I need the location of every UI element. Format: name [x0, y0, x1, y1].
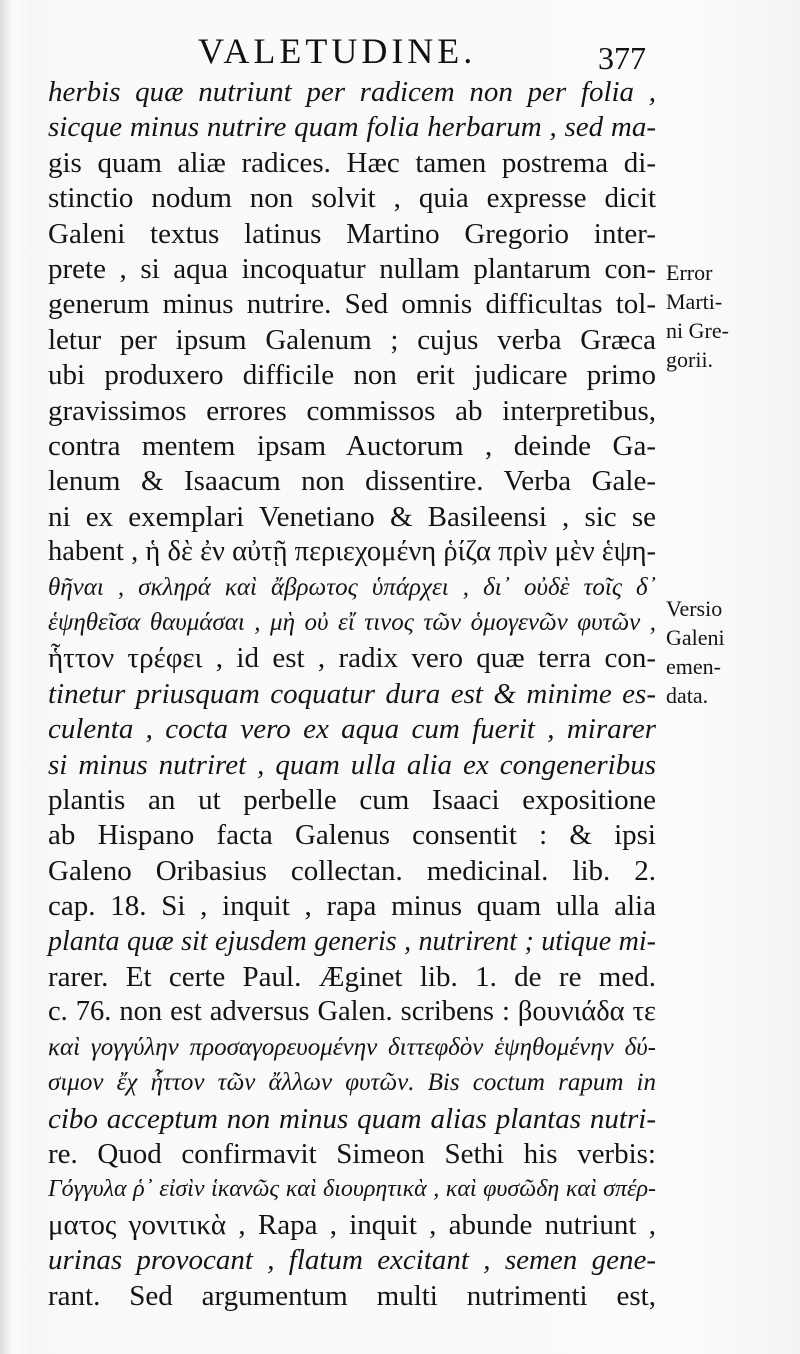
- text-line: prete , si aqua incoquatur nullam plantarum con-: [48, 253, 656, 285]
- text-line: ab Hispano facta Galenus consentit : & ipsi: [48, 819, 656, 852]
- margin-note-line: emen-: [666, 654, 721, 679]
- text-line: Galeno Oribasius collectan. medicinal. lib. 2.: [48, 854, 656, 887]
- margin-note-error-martini: [666, 258, 796, 374]
- text-line: gravissimos errores commissos ab interpretibus,: [48, 394, 656, 427]
- text-line: ἧττον τρέφει , id est , radix vero quæ terra con-: [48, 642, 656, 675]
- margin-note-line: gorii.: [666, 347, 714, 372]
- page-gutter-shadow: [0, 0, 14, 1354]
- text-line: herbis quæ nutriunt per radicem non per folia ,: [48, 76, 656, 108]
- text-line: si minus nutriret , quam ulla alia ex congeneribus: [48, 748, 656, 781]
- margin-note-line: ni Gre-: [666, 318, 729, 343]
- text-line: rant. Sed argumentum multi nutrimenti est,: [48, 1279, 656, 1312]
- text-line: urinas provocant , flatum excitant , semen gene-: [48, 1244, 656, 1277]
- margin-note-line: Galeni: [666, 625, 725, 650]
- margin-note-line: Versio: [666, 596, 723, 621]
- margin-note-line: data.: [666, 683, 709, 708]
- text-line: Γόγγυλα ῥ᾽ εἰσὶν ἱκανῶς καὶ διουρητικὰ , καὶ φυσῶδη καὶ σπέρ-: [48, 1176, 656, 1203]
- margin-note-line: Marti-: [666, 289, 723, 314]
- text-line: θῆναι , σκληρά καὶ ἄβρωτος ὑπάρχει , δι᾽ οὐδὲ τοῖς δ᾽: [48, 573, 656, 601]
- text-line: cibo acceptum non minus quam alias plantas nutri-: [48, 1102, 656, 1135]
- text-line: cap. 18. Si , inquit , rapa minus quam ulla alia: [48, 890, 656, 923]
- margin-note-versio-galeni: [666, 594, 796, 710]
- text-line: plantis an ut perbelle cum Isaaci expositione: [48, 784, 656, 816]
- text-line: habent , ἡ δὲ ἐν αὐτῇ περιεχομένη ῥίζα πρὶν μὲν ἑψη-: [48, 536, 656, 568]
- text-line: gis quam aliæ radices. Hæc tamen postrema di-: [48, 146, 656, 179]
- text-line: planta quæ sit ejusdem generis , nutrirent ; utique mi-: [48, 925, 656, 957]
- text-line: σιμον ἔχ ἧττον τῶν ἄλλων φυτῶν. Bis coctum rapum in: [48, 1069, 656, 1097]
- page-number: 377: [598, 40, 646, 76]
- text-line: re. Quod confirmavit Simeon Sethi his verbis:: [48, 1138, 656, 1170]
- text-line: ubi produxero difficile non erit judicare primo: [48, 359, 656, 392]
- text-line: Galeni textus latinus Martino Gregorio inter-: [48, 217, 656, 250]
- margin-note-line: Error: [666, 260, 713, 285]
- text-line: καὶ γογγύλην προσαγορευομένην διττεφδὸν ἑψηθομένην δύ-: [48, 1033, 656, 1061]
- text-line: letur per ipsum Galenum ; cujus verba Græca: [48, 323, 656, 356]
- text-line: rarer. Et certe Paul. Æginet lib. 1. de re med.: [48, 961, 656, 993]
- text-line: stinctio nodum non solvit , quia expresse dicit: [48, 182, 656, 215]
- text-line: ἑψηθεῖσα θαυμάσαι , μὴ οὐ εἴ τινος τῶν ὁμογενῶν φυτῶν ,: [48, 609, 656, 636]
- text-line: culenta , cocta vero ex aqua cum fuerit , mirarer: [48, 713, 656, 746]
- text-line: generum minus nutrire. Sed omnis difficultas tol-: [48, 288, 656, 321]
- text-line: c. 76. non est adversus Galen. scribens : βουνιάδα τε: [48, 996, 656, 1028]
- text-line: ματος γονιτικὰ , Rapa , inquit , abunde nutriunt ,: [48, 1208, 656, 1241]
- text-line: contra mentem ipsam Auctorum , deinde Ga-: [48, 430, 656, 462]
- running-title: VALETUDINE.: [198, 31, 477, 71]
- text-line: tinetur priusquam coquatur dura est & minime es-: [48, 677, 656, 710]
- text-line: lenum & Isaacum non dissentire. Verba Gale-: [48, 465, 656, 498]
- text-line: sicque minus nutrire quam folia herbarum , sed ma-: [48, 111, 656, 144]
- text-line: ni ex exemplari Venetiano & Basileensi , sic se: [48, 500, 656, 533]
